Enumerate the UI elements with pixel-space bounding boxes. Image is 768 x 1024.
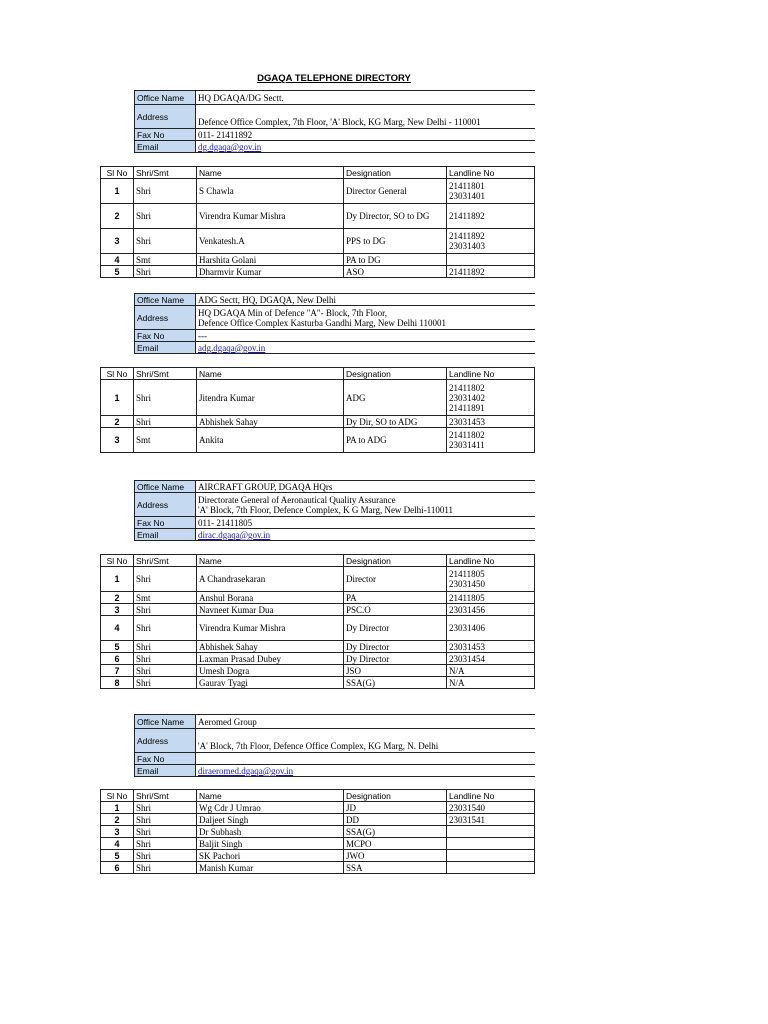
cell-name: Baljit Singh [197, 838, 344, 850]
cell-name: SK Pachori [197, 850, 344, 862]
landline-number: 21411801 [449, 181, 485, 191]
col-header-sl-no: Sl No [101, 167, 134, 179]
table-row [101, 428, 535, 453]
cell-sl-no: 7 [101, 665, 134, 677]
table-row [101, 254, 535, 266]
col-header-sl-no: Sl No [101, 790, 134, 802]
cell-name: Umesh Dogra [197, 665, 344, 677]
table-row [101, 616, 535, 641]
address-value [196, 729, 535, 753]
cell-title: Shri [134, 266, 197, 278]
table-row [101, 266, 535, 278]
cell-sl-no: 6 [101, 653, 134, 665]
cell-name: Dr Subhash [197, 826, 344, 838]
cell-title: Shri [134, 616, 197, 641]
office-name-value: ADG Sectt, HQ, DGAQA, New Delhi [196, 294, 535, 306]
cell-landline [447, 850, 535, 862]
office-name-label: Office Name [135, 294, 196, 306]
cell-designation: SSA [344, 862, 447, 874]
cell-designation: Dy Dir, SO to ADG [344, 416, 447, 428]
address-line [198, 107, 533, 117]
cell-sl-no: 3 [101, 604, 134, 616]
cell-landline [447, 862, 535, 874]
cell-title: Smt [134, 592, 197, 604]
cell-sl-no: 1 [101, 380, 134, 416]
cell-name: S Chawla [197, 179, 344, 204]
col-header-name: Name [197, 555, 344, 567]
cell-name: Navneet Kumar Dua [197, 604, 344, 616]
address-value [196, 105, 535, 129]
cell-sl-no: 2 [101, 814, 134, 826]
table-row [101, 850, 535, 862]
cell-designation: PA [344, 592, 447, 604]
col-header-designation: Designation [344, 167, 447, 179]
cell-designation: PPS to DG [344, 229, 447, 254]
table-row [101, 826, 535, 838]
cell-sl-no: 4 [101, 838, 134, 850]
col-header-sl-no: Sl No [101, 555, 134, 567]
cell-sl-no: 1 [101, 179, 134, 204]
cell-sl-no: 6 [101, 862, 134, 874]
cell-designation: SSA(G) [344, 677, 447, 689]
cell-landline [447, 380, 535, 416]
cell-name: Jitendra Kumar [197, 380, 344, 416]
office-name-label: Office Name [135, 91, 196, 105]
cell-landline [447, 428, 535, 453]
cell-designation: ASO [344, 266, 447, 278]
cell-sl-no: 5 [101, 266, 134, 278]
cell-title: Shri [134, 567, 197, 592]
table-row [101, 653, 535, 665]
landline-number: 23031403 [449, 241, 485, 251]
staff-table-2 [100, 367, 535, 453]
cell-name: Gaurav Tyagi [197, 677, 344, 689]
table-row [101, 802, 535, 814]
table-row [101, 567, 535, 592]
col-header-shri-smt: Shri/Smt [134, 555, 197, 567]
cell-sl-no: 4 [101, 616, 134, 641]
landline-number: 21411802 [449, 382, 485, 393]
address-line: Directorate General of Aeronautical Quality Assurance [198, 494, 396, 505]
address-line: Defence Office Complex Kasturba Gandhi Marg, New Delhi 110001 [198, 317, 447, 328]
cell-title: Shri [134, 814, 197, 826]
cell-sl-no: 2 [101, 204, 134, 229]
cell-designation: JD [344, 802, 447, 814]
cell-landline [447, 838, 535, 850]
cell-designation: ADG [344, 380, 447, 416]
col-header-shri-smt: Shri/Smt [134, 167, 197, 179]
cell-sl-no: 2 [101, 592, 134, 604]
col-header-landline: Landline No [447, 790, 535, 802]
cell-landline [447, 229, 535, 254]
cell-landline: 21411892 [447, 266, 535, 278]
cell-name: Dharmvir Kumar [197, 266, 344, 278]
fax-label: Fax No [135, 517, 196, 529]
cell-designation: MCPO [344, 838, 447, 850]
cell-landline: 21411805 [447, 592, 535, 604]
cell-landline: 23031456 [447, 604, 535, 616]
cell-title: Shri [134, 665, 197, 677]
col-header-designation: Designation [344, 555, 447, 567]
email-link[interactable]: adg.dgaqa@gov.in [198, 342, 266, 353]
cell-landline: N/A [447, 665, 535, 677]
cell-title: Shri [134, 416, 197, 428]
cell-sl-no: 1 [101, 567, 134, 592]
table-row [101, 677, 535, 689]
cell-landline: 23031453 [447, 641, 535, 653]
email-link[interactable]: dirac.dgaqa@gov.in [198, 529, 271, 540]
cell-sl-no: 4 [101, 254, 134, 266]
cell-name: Daljeet Singh [197, 814, 344, 826]
cell-sl-no: 2 [101, 416, 134, 428]
table-row [101, 229, 535, 254]
cell-landline [447, 179, 535, 204]
staff-table-4 [100, 789, 535, 874]
email-label: Email [135, 529, 196, 541]
cell-designation: JSO [344, 665, 447, 677]
cell-title: Shri [134, 862, 197, 874]
cell-title: Shri [134, 204, 197, 229]
address-line: 'A' Block, 7th Floor, Defence Office Complex, KG Marg, N. Delhi [198, 740, 439, 751]
col-header-landline: Landline No [447, 368, 535, 380]
col-header-designation: Designation [344, 790, 447, 802]
cell-name: Ankita [197, 428, 344, 453]
address-label: Address [135, 105, 196, 129]
address-value [196, 493, 535, 517]
cell-landline: 21411892 [447, 204, 535, 229]
cell-landline [447, 826, 535, 838]
col-header-name: Name [197, 368, 344, 380]
table-row [101, 204, 535, 229]
fax-value [196, 753, 535, 765]
landline-number: 21411892 [449, 231, 485, 241]
cell-landline: 23031406 [447, 616, 535, 641]
table-row [101, 380, 535, 416]
cell-sl-no: 3 [101, 826, 134, 838]
cell-landline: N/A [447, 677, 535, 689]
table-row [101, 179, 535, 204]
address-line [198, 731, 533, 741]
table-row [101, 838, 535, 850]
landline-number: 23031402 [449, 392, 485, 403]
address-label: Address [135, 493, 196, 517]
cell-landline [447, 567, 535, 592]
cell-designation: Dy Director [344, 653, 447, 665]
cell-name: Virendra Kumar Mishra [197, 204, 344, 229]
office-info-table-1 [134, 90, 535, 153]
cell-designation: SSA(G) [344, 826, 447, 838]
address-value [196, 306, 535, 330]
cell-title: Shri [134, 677, 197, 689]
col-header-shri-smt: Shri/Smt [134, 368, 197, 380]
cell-name: Laxman Prasad Dubey [197, 653, 344, 665]
cell-title: Smt [134, 254, 197, 266]
staff-table-1 [100, 166, 535, 278]
office-name-label: Office Name [135, 715, 196, 729]
cell-title: Shri [134, 802, 197, 814]
email-label: Email [135, 141, 196, 153]
office-name-value: AIRCRAFT GROUP, DGAQA HQrs [196, 481, 535, 493]
fax-value: 011- 21411892 [196, 129, 535, 141]
cell-designation: Director General [344, 179, 447, 204]
cell-title: Shri [134, 179, 197, 204]
cell-sl-no: 5 [101, 641, 134, 653]
email-label: Email [135, 765, 196, 777]
email-link[interactable]: dg.dgaqa@gov.in [198, 141, 262, 152]
cell-name: A Chandrasekaran [197, 567, 344, 592]
cell-designation: PSC.O [344, 604, 447, 616]
cell-title: Shri [134, 838, 197, 850]
cell-title: Shri [134, 850, 197, 862]
table-row [101, 641, 535, 653]
address-label: Address [135, 729, 196, 753]
landline-number: 23031401 [449, 191, 485, 201]
address-label: Address [135, 306, 196, 330]
col-header-name: Name [197, 790, 344, 802]
cell-landline: 23031454 [447, 653, 535, 665]
cell-designation: PA to ADG [344, 428, 447, 453]
col-header-sl-no: Sl No [101, 368, 134, 380]
table-row [101, 814, 535, 826]
fax-value: 011- 21411805 [196, 517, 535, 529]
col-header-shri-smt: Shri/Smt [134, 790, 197, 802]
office-name-value: HQ DGAQA/DG Sectt. [196, 91, 535, 105]
staff-table-3 [100, 554, 535, 689]
cell-designation: PA to DG [344, 254, 447, 266]
cell-name: Manish Kumar [197, 862, 344, 874]
cell-landline: 23031540 [447, 802, 535, 814]
landline-number: 21411805 [449, 569, 485, 579]
cell-landline: 23031453 [447, 416, 535, 428]
cell-title: Shri [134, 826, 197, 838]
email-link[interactable]: diraeromed.dgaqa@gov.in [198, 765, 294, 776]
email-label: Email [135, 342, 196, 354]
cell-name: Abhishek Sahay [197, 641, 344, 653]
col-header-landline: Landline No [447, 555, 535, 567]
col-header-designation: Designation [344, 368, 447, 380]
cell-title: Shri [134, 604, 197, 616]
landline-number: 23031450 [449, 579, 485, 589]
col-header-name: Name [197, 167, 344, 179]
cell-name: Abhishek Sahay [197, 416, 344, 428]
cell-title: Shri [134, 653, 197, 665]
fax-label: Fax No [135, 753, 196, 765]
cell-designation: Dy Director, SO to DG [344, 204, 447, 229]
address-line: HQ DGAQA Min of Defence "A"- Block, 7th Floor, [198, 307, 387, 318]
cell-designation: Director [344, 567, 447, 592]
address-line: 'A' Block, 7th Floor, Defence Complex, K G Marg, New Delhi-110011 [198, 504, 454, 515]
cell-sl-no: 1 [101, 802, 134, 814]
cell-name: Virendra Kumar Mishra [197, 616, 344, 641]
cell-landline: 23031541 [447, 814, 535, 826]
landline-number: 21411891 [449, 402, 485, 413]
table-row [101, 604, 535, 616]
office-info-table-4 [134, 714, 535, 777]
office-name-label: Office Name [135, 481, 196, 493]
cell-sl-no: 3 [101, 428, 134, 453]
landline-number: 21411802 [449, 430, 485, 440]
cell-designation: DD [344, 814, 447, 826]
fax-value: --- [196, 330, 535, 342]
cell-title: Smt [134, 428, 197, 453]
office-info-table-2 [134, 293, 535, 354]
table-row [101, 592, 535, 604]
cell-title: Shri [134, 641, 197, 653]
cell-title: Shri [134, 380, 197, 416]
cell-title: Shri [134, 229, 197, 254]
cell-designation: Dy Director [344, 641, 447, 653]
cell-sl-no: 8 [101, 677, 134, 689]
landline-number: 23031411 [449, 440, 485, 450]
table-row [101, 416, 535, 428]
address-line: Defence Office Complex, 7th Floor, 'A' Block, KG Marg, New Delhi - 110001 [198, 116, 481, 127]
cell-name: Wg Cdr J Umrao [197, 802, 344, 814]
fax-label: Fax No [135, 129, 196, 141]
office-info-table-3 [134, 480, 535, 541]
cell-landline [447, 254, 535, 266]
office-name-value: Aeromed Group [196, 715, 535, 729]
cell-designation: JWO [344, 850, 447, 862]
fax-label: Fax No [135, 330, 196, 342]
cell-name: Harshita Golani [197, 254, 344, 266]
table-row [101, 665, 535, 677]
cell-designation: Dy Director [344, 616, 447, 641]
col-header-landline: Landline No [447, 167, 535, 179]
cell-sl-no: 5 [101, 850, 134, 862]
cell-sl-no: 3 [101, 229, 134, 254]
page-title: DGAQA TELEPHONE DIRECTORY [257, 73, 411, 84]
cell-name: Venkatesh.A [197, 229, 344, 254]
cell-name: Anshul Borana [197, 592, 344, 604]
table-row [101, 862, 535, 874]
